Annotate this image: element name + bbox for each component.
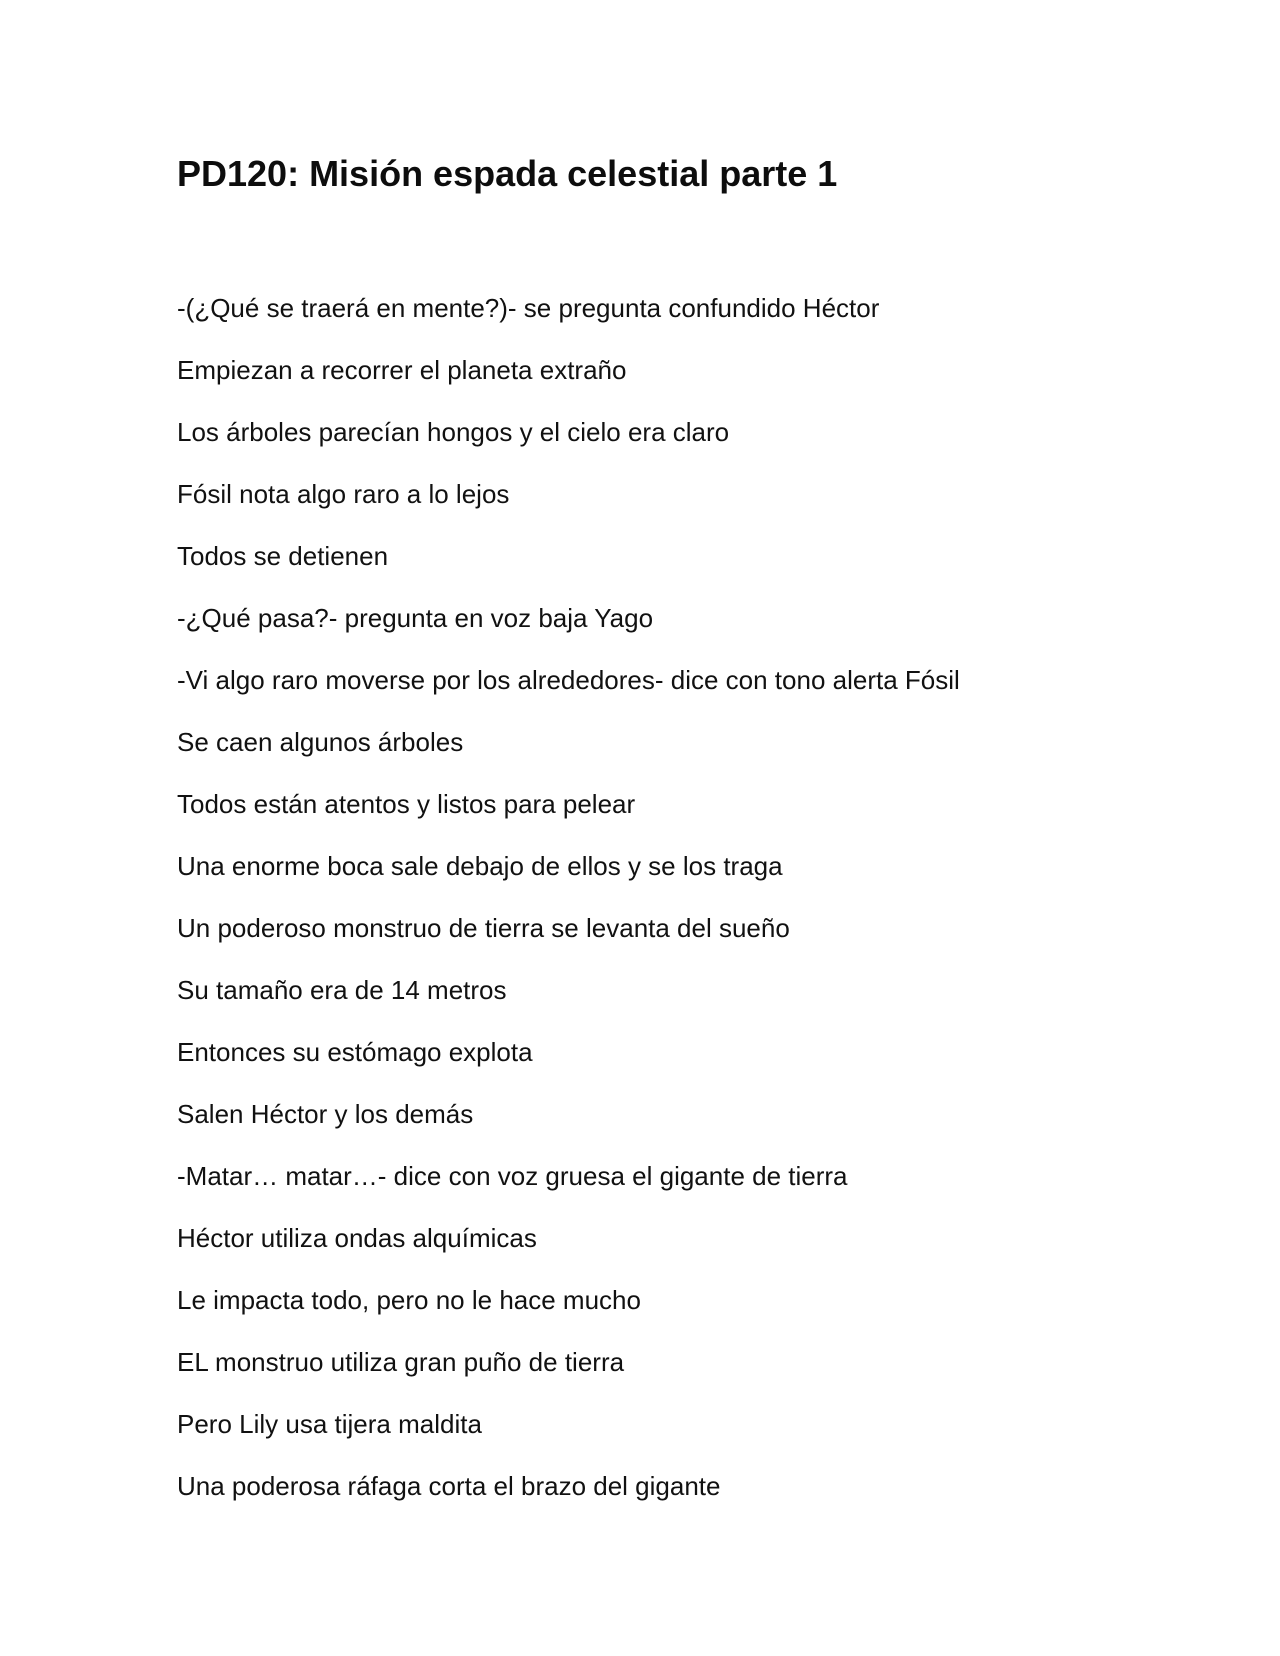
body-line: -(¿Qué se traerá en mente?)- se pregunta confundido Héctor	[177, 293, 880, 323]
body-line: Fósil nota algo raro a lo lejos	[177, 479, 510, 509]
body-line: Empiezan a recorrer el planeta extraño	[177, 355, 627, 385]
body-line: -Vi algo raro moverse por los alrededores- dice con tono alerta Fósil	[177, 665, 960, 695]
body-line: Pero Lily usa tijera maldita	[177, 1409, 482, 1439]
body-line: Todos se detienen	[177, 541, 389, 571]
body-line: Una poderosa ráfaga corta el brazo del gigante	[177, 1471, 721, 1501]
body-line: Un poderoso monstruo de tierra se levanta del sueño	[177, 913, 790, 943]
document-title: PD120: Misión espada celestial parte 1	[177, 153, 838, 194]
body-line: EL monstruo utiliza gran puño de tierra	[177, 1347, 625, 1377]
body-line: Su tamaño era de 14 metros	[177, 975, 507, 1005]
body-line: Entonces su estómago explota	[177, 1037, 533, 1067]
document-body	[177, 290, 960, 1530]
body-line: Una enorme boca sale debajo de ellos y se los traga	[177, 851, 783, 881]
body-line: Los árboles parecían hongos y el cielo era claro	[177, 417, 730, 447]
body-line: Se caen algunos árboles	[177, 727, 464, 757]
body-line: -¿Qué pasa?- pregunta en voz baja Yago	[177, 603, 654, 633]
body-line: Salen Héctor y los demás	[177, 1099, 474, 1129]
body-line: Héctor utiliza ondas alquímicas	[177, 1223, 537, 1253]
body-line: -Matar… matar…- dice con voz gruesa el gigante de tierra	[177, 1161, 848, 1191]
body-line: Le impacta todo, pero no le hace mucho	[177, 1285, 641, 1315]
body-line: Todos están atentos y listos para pelear	[177, 789, 636, 819]
